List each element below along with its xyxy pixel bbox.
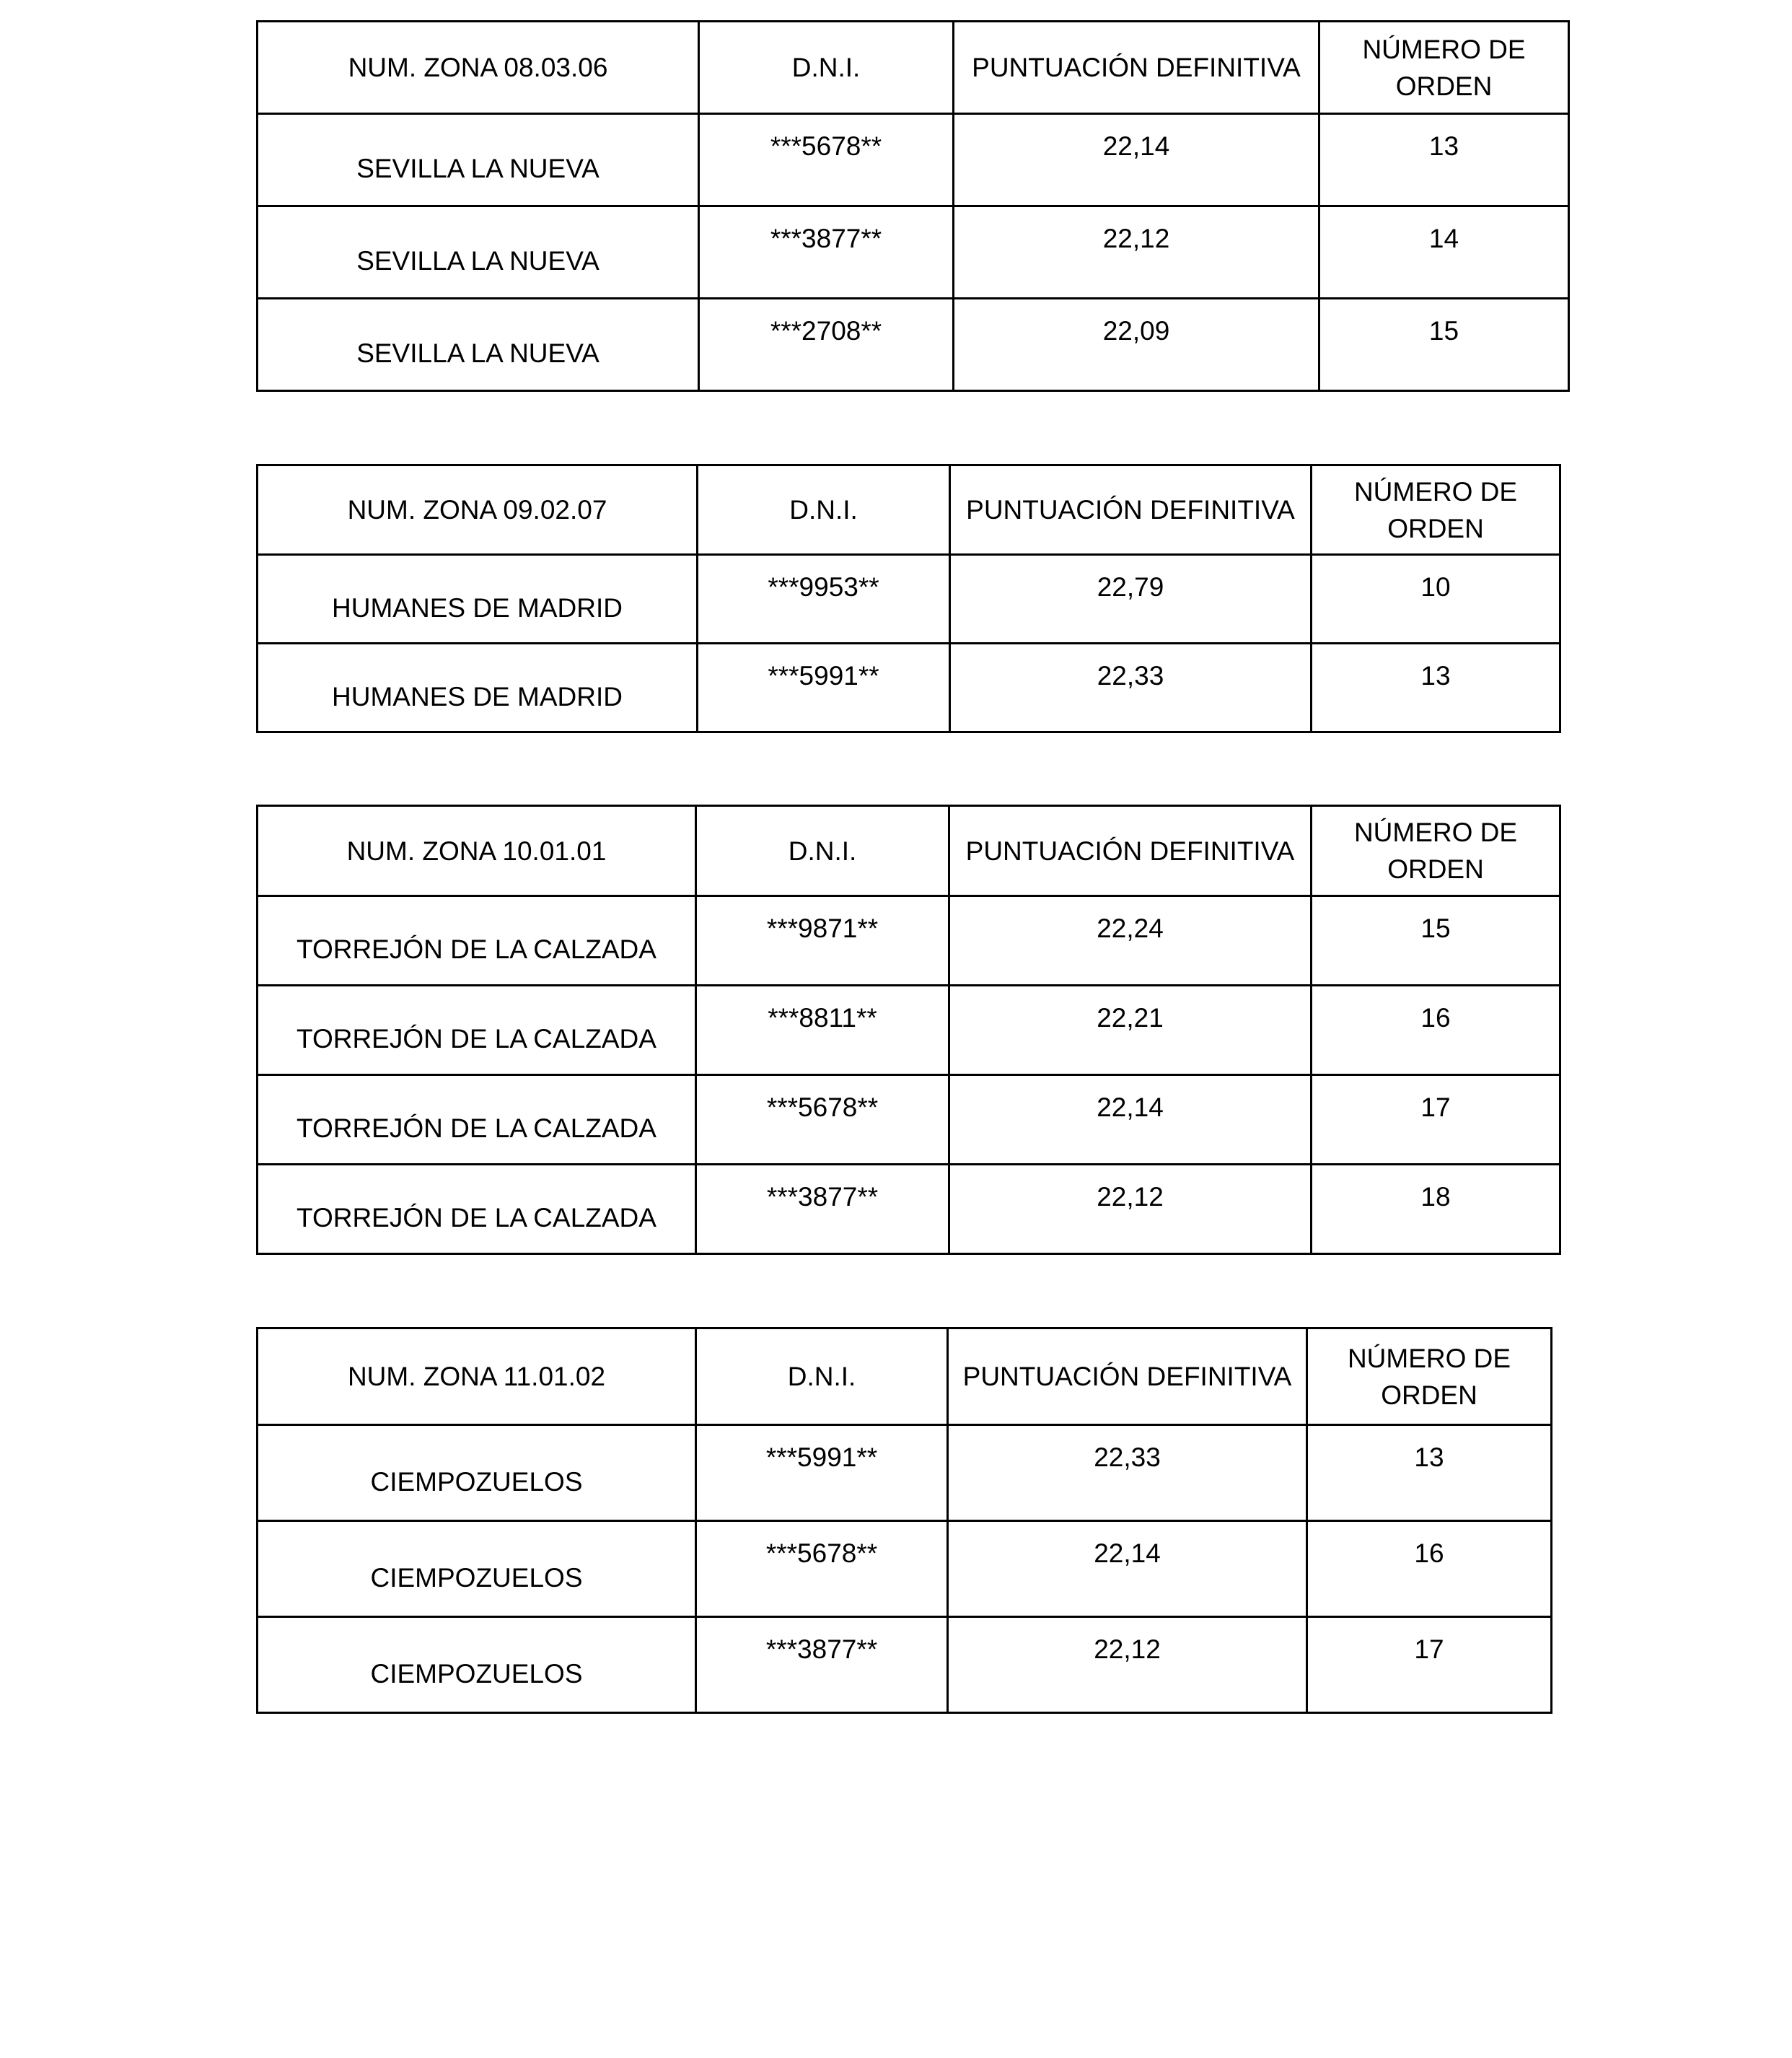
cell-score: 22,14 [948,1521,1307,1617]
cell-municipality: SEVILLA LA NUEVA [258,114,699,206]
header-order: NÚMERO DE ORDEN [1312,465,1560,555]
table-row [258,896,1560,986]
zone-table-08-03-06 [256,20,1570,392]
header-dni: D.N.I. [696,806,949,896]
cell-score: 22,79 [950,555,1312,644]
cell-dni: ***5678** [696,1075,949,1165]
cell-dni: ***3877** [699,206,954,299]
cell-order: 13 [1307,1425,1552,1521]
zone-table-10-01-01 [256,805,1561,1255]
cell-municipality: CIEMPOZUELOS [258,1617,696,1713]
cell-dni: ***5991** [698,644,950,732]
cell-order: 17 [1307,1617,1552,1713]
cell-dni: ***9953** [698,555,950,644]
header-order: NÚMERO DE ORDEN [1319,22,1569,114]
cell-score: 22,33 [948,1425,1307,1521]
table-row [258,1617,1552,1713]
table-header-row [258,22,1569,114]
header-zone: NUM. ZONA 09.02.07 [258,465,698,555]
cell-order: 13 [1319,114,1569,206]
cell-score: 22,14 [949,1075,1312,1165]
cell-municipality: TORREJÓN DE LA CALZADA [258,1075,696,1165]
header-dni: D.N.I. [698,465,950,555]
cell-municipality: CIEMPOZUELOS [258,1425,696,1521]
cell-score: 22,09 [954,299,1319,391]
cell-order: 16 [1307,1521,1552,1617]
header-score: PUNTUACIÓN DEFINITIVA [950,465,1312,555]
table-row [258,1425,1552,1521]
cell-dni: ***2708** [699,299,954,391]
header-score: PUNTUACIÓN DEFINITIVA [954,22,1319,114]
cell-order: 14 [1319,206,1569,299]
cell-municipality: TORREJÓN DE LA CALZADA [258,986,696,1075]
cell-score: 22,24 [949,896,1312,986]
cell-dni: ***3877** [696,1617,948,1713]
header-order: NÚMERO DE ORDEN [1312,806,1560,896]
table-row [258,206,1569,299]
cell-order: 18 [1312,1165,1560,1254]
header-zone: NUM. ZONA 08.03.06 [258,22,699,114]
cell-dni: ***3877** [696,1165,949,1254]
header-dni: D.N.I. [696,1328,948,1425]
header-dni: D.N.I. [699,22,954,114]
cell-municipality: SEVILLA LA NUEVA [258,299,699,391]
cell-order: 15 [1312,896,1560,986]
cell-municipality: HUMANES DE MADRID [258,555,698,644]
table-row [258,1075,1560,1165]
cell-dni: ***9871** [696,896,949,986]
cell-score: 22,12 [948,1617,1307,1713]
table-row [258,644,1560,732]
cell-order: 16 [1312,986,1560,1075]
cell-municipality: TORREJÓN DE LA CALZADA [258,1165,696,1254]
zone-table-09-02-07 [256,464,1561,733]
cell-score: 22,33 [950,644,1312,732]
header-zone: NUM. ZONA 11.01.02 [258,1328,696,1425]
cell-score: 22,12 [949,1165,1312,1254]
cell-municipality: TORREJÓN DE LA CALZADA [258,896,696,986]
header-order: NÚMERO DE ORDEN [1307,1328,1552,1425]
cell-municipality: HUMANES DE MADRID [258,644,698,732]
table-header-row [258,806,1560,896]
table-row [258,1521,1552,1617]
cell-score: 22,14 [954,114,1319,206]
table-row [258,1165,1560,1254]
cell-order: 13 [1312,644,1560,732]
table-row [258,986,1560,1075]
cell-order: 10 [1312,555,1560,644]
cell-municipality: SEVILLA LA NUEVA [258,206,699,299]
cell-score: 22,21 [949,986,1312,1075]
table-row [258,114,1569,206]
cell-municipality: CIEMPOZUELOS [258,1521,696,1617]
cell-dni: ***5991** [696,1425,948,1521]
table-header-row [258,465,1560,555]
table-row [258,299,1569,391]
cell-dni: ***5678** [699,114,954,206]
table-header-row [258,1328,1552,1425]
cell-dni: ***8811** [696,986,949,1075]
cell-order: 17 [1312,1075,1560,1165]
header-score: PUNTUACIÓN DEFINITIVA [948,1328,1307,1425]
zone-table-11-01-02 [256,1327,1552,1714]
header-zone: NUM. ZONA 10.01.01 [258,806,696,896]
cell-score: 22,12 [954,206,1319,299]
table-row [258,555,1560,644]
cell-order: 15 [1319,299,1569,391]
cell-dni: ***5678** [696,1521,948,1617]
header-score: PUNTUACIÓN DEFINITIVA [949,806,1312,896]
